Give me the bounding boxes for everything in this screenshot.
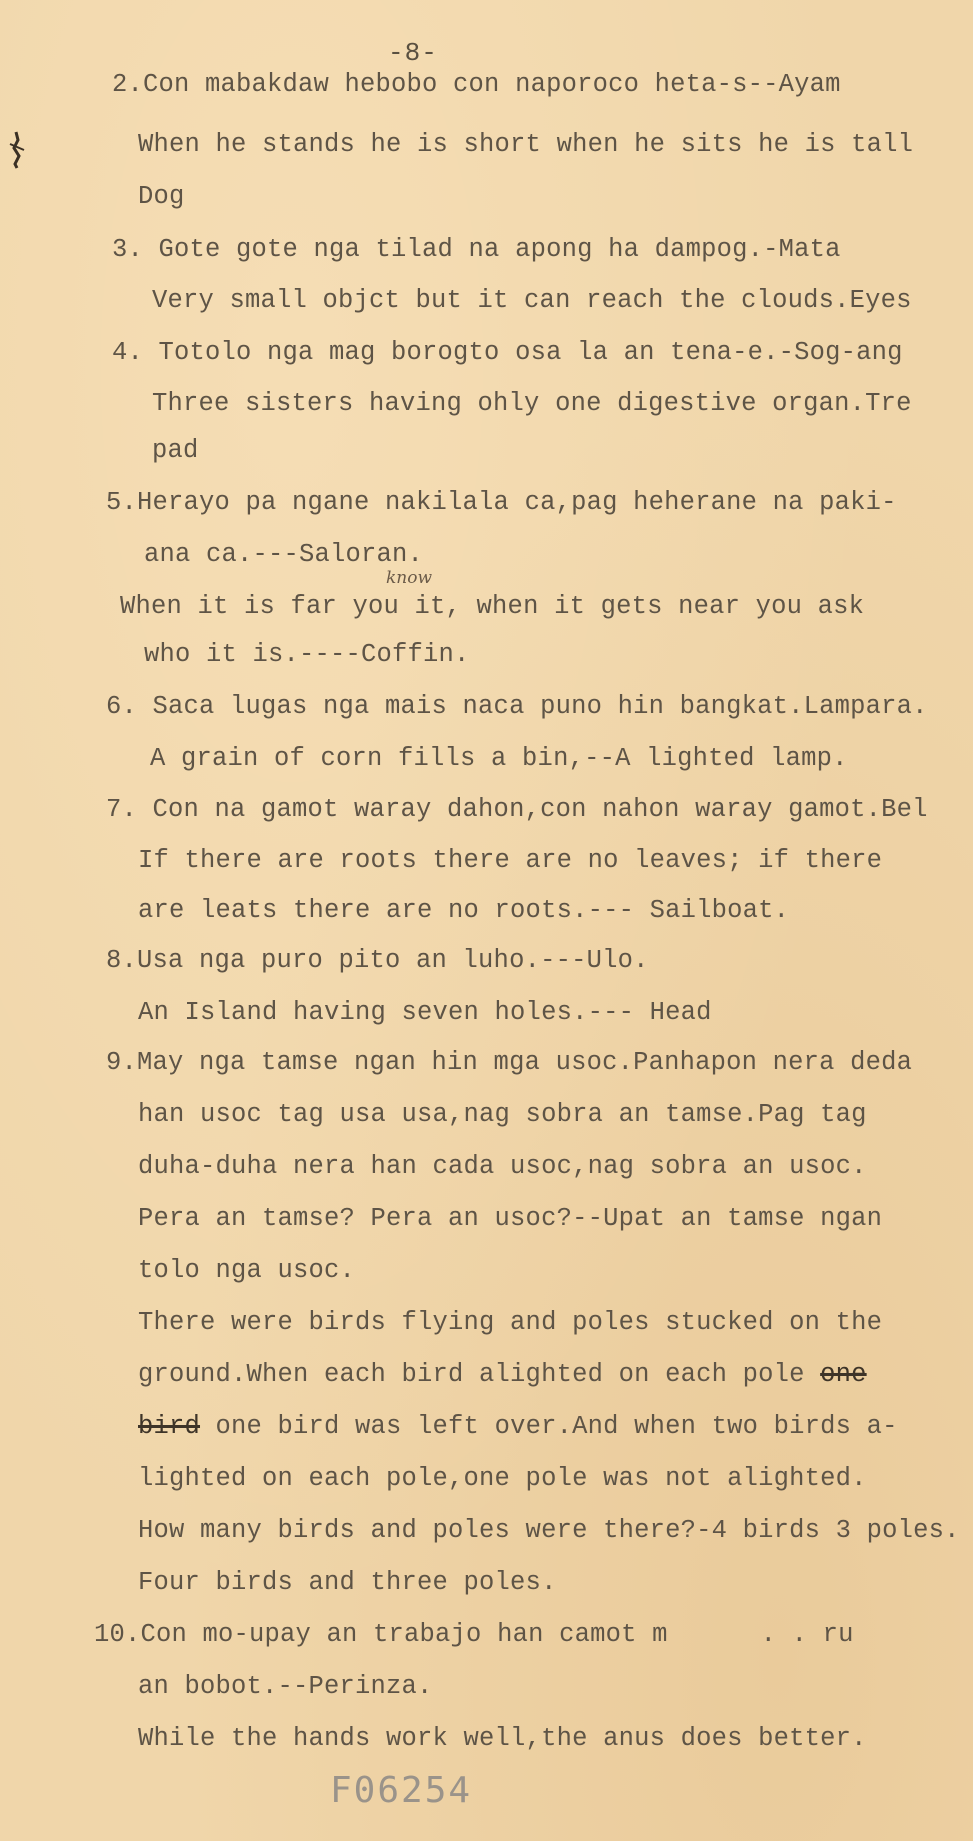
riddle-5-line: 5.Herayo pa ngane nakilala ca,pag heherane na paki- (106, 488, 897, 517)
riddle-9-translation: There were birds flying and poles stucked on the (138, 1308, 883, 1337)
riddle-10-answer: an bobot.--Perinza. (138, 1672, 433, 1701)
page-number: -8- (388, 38, 438, 68)
riddle-9-line-3: duha-duha nera han cada usoc,nag sobra an usoc. (138, 1152, 867, 1181)
riddle-4-answer: pad (152, 436, 199, 465)
riddle-10-translation: While the hands work well,the anus does better. (138, 1724, 867, 1753)
riddle-8-line: 8.Usa nga puro pito an luho.---Ulo. (106, 946, 649, 975)
riddle-2-translation: When he stands he is short when he sits he is tall (138, 130, 914, 159)
riddle-9-line-4: Pera an tamse? Pera an usoc?--Upat an tamse ngan (138, 1204, 883, 1233)
riddle-3-line: 3. Gote gote nga tilad na apong ha dampog.-Mata (112, 235, 841, 264)
riddle-9-line: 9.May nga tamse ngan hin mga usoc.Panhapon nera deda (106, 1048, 913, 1077)
riddle-2-line: 2.Con mabakdaw hebobo con naporoco heta-s--Ayam (112, 70, 841, 99)
riddle-7-translation: If there are roots there are no leaves; if there (138, 846, 883, 875)
riddle-9-translation-answer: Four birds and three poles. (138, 1568, 557, 1597)
riddle-6-translation: A grain of corn fills a bin,--A lighted lamp. (150, 744, 848, 773)
riddle-7-line: 7. Con na gamot waray dahon,con nahon waray gamot.Bel (106, 795, 928, 824)
riddle-3-translation: Very small objct but it can reach the clouds.Eyes (152, 286, 912, 315)
riddle-5-line-cont: ana ca.---Saloran. (144, 540, 424, 569)
struck-word: bird (138, 1412, 201, 1441)
riddle-9-translation-4: lighted on each pole,one pole was not alighted. (138, 1464, 867, 1493)
riddle-8-translation: An Island having seven holes.--- Head (138, 998, 712, 1027)
riddle-10-line: 10.Con mo-upay an trabajo han camot m . . ru (94, 1620, 854, 1649)
riddle-2-answer: Dog (138, 182, 185, 211)
riddle-9-answer: tolo nga usoc. (138, 1256, 356, 1285)
archive-stamp-number: F06254 (330, 1770, 473, 1811)
riddle-4-line: 4. Totolo nga mag borogto osa la an tena-e.-Sog-ang (112, 338, 903, 367)
translation-text: one bird was left over.And when two birds a- (200, 1412, 898, 1441)
riddle-5-translation: When it is far you it, when it gets near you ask (120, 592, 865, 621)
riddle-9-translation-5: How many birds and poles were there?-4 birds 3 poles. (138, 1516, 960, 1545)
translation-text: ground.When each bird alighted on each pole (138, 1360, 821, 1389)
riddle-9-line-2: han usoc tag usa usa,nag sobra an tamse.Pag tag (138, 1100, 867, 1129)
riddle-6-line: 6. Saca lugas nga mais naca puno hin bangkat.Lampara. (106, 692, 928, 721)
riddle-9-translation-2 (138, 1360, 867, 1390)
riddle-4-translation: Three sisters having ohly one digestive organ.Tre (152, 389, 912, 418)
handwritten-insertion: know (386, 568, 433, 588)
riddle-9-translation-3 (138, 1412, 898, 1442)
riddle-7-translation-cont: are leats there are no roots.--- Sailboat. (138, 896, 790, 925)
struck-word: one (820, 1360, 867, 1389)
riddle-5-answer: who it is.----Coffin. (144, 640, 470, 669)
binding-hole-mark (6, 130, 28, 170)
